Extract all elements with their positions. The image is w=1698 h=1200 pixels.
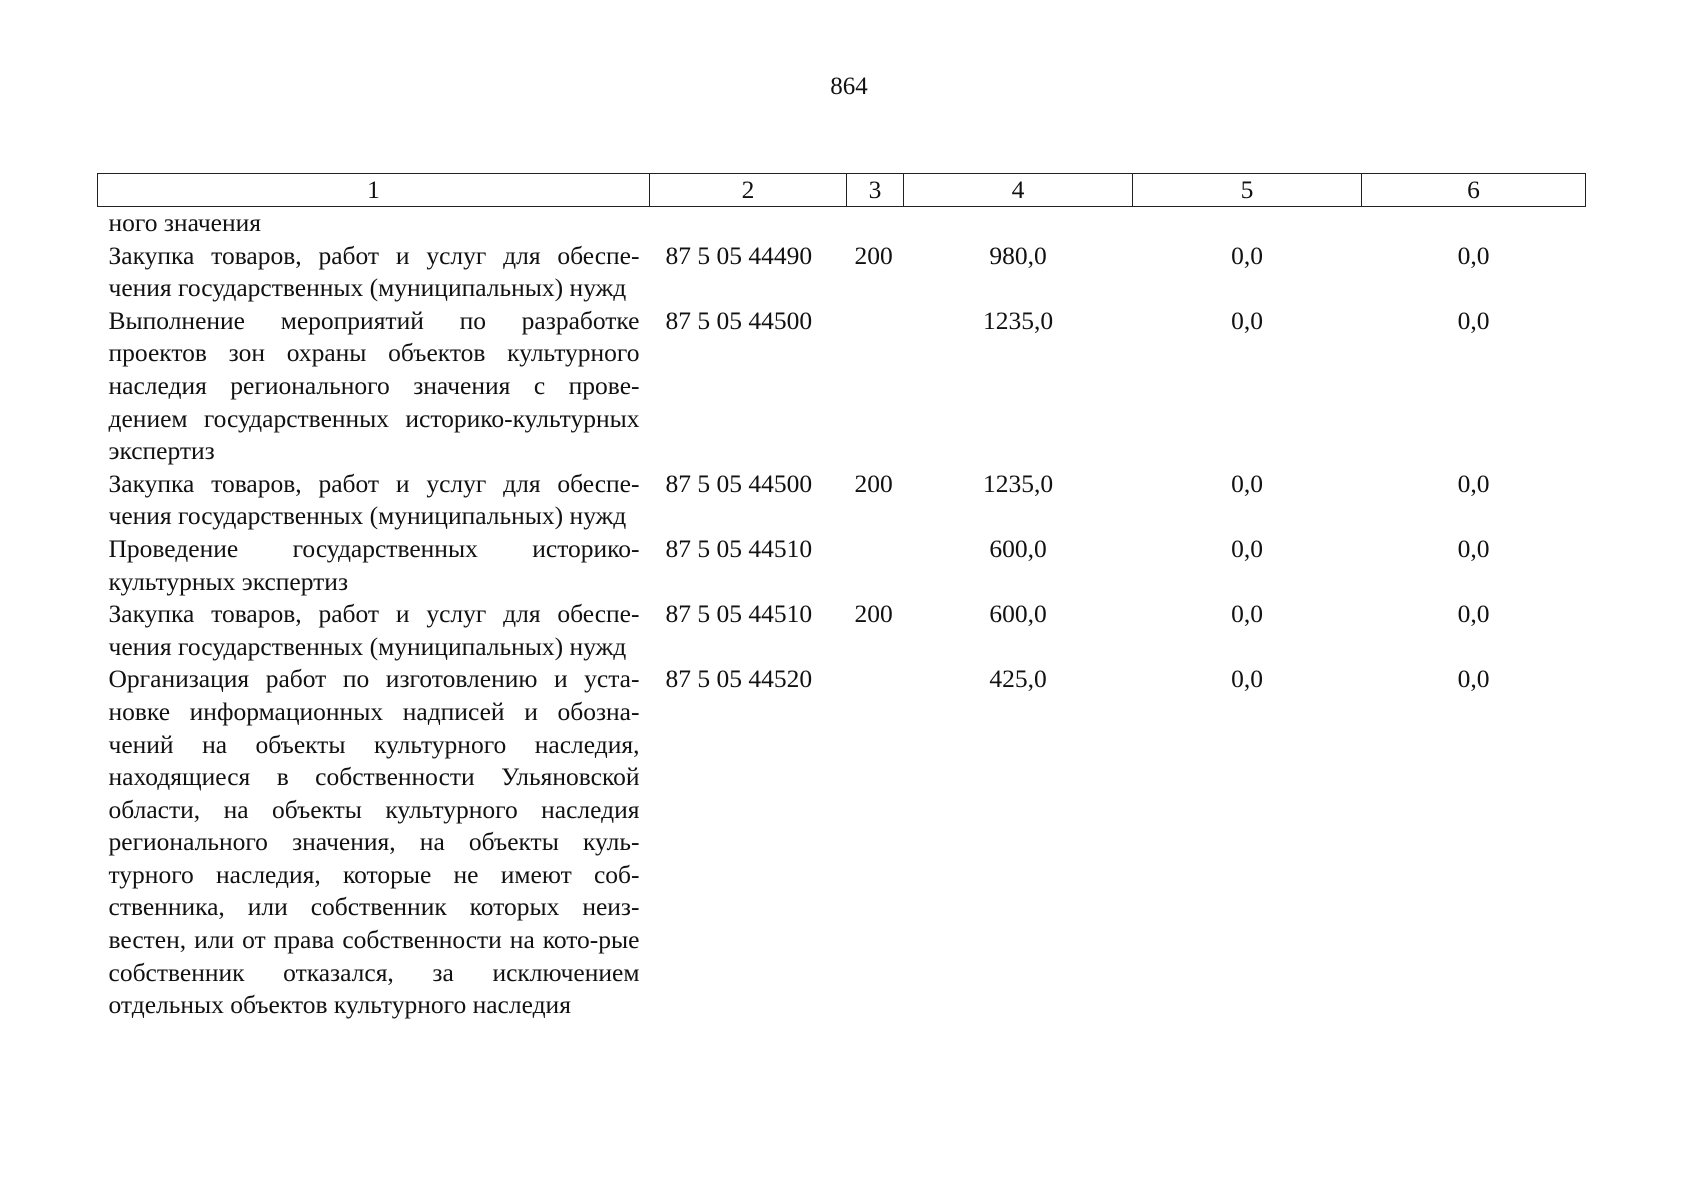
expense-type-cell [847, 207, 904, 240]
amount-col4-cell: 1235,0 [982, 305, 1054, 335]
table-row [98, 598, 1586, 663]
amount-col6-cell: 0,0 [1457, 240, 1490, 270]
target-article-code-cell: 87 5 05 44510 [665, 533, 813, 563]
column-header-4: 4 [904, 174, 1133, 207]
table-header [98, 174, 1586, 207]
amount-col4-cell: 600,0 [989, 533, 1047, 563]
column-header-3: 3 [847, 174, 904, 207]
table-row [98, 240, 1586, 305]
target-article-code-cell [650, 207, 847, 240]
amount-col5-cell: 0,0 [1231, 664, 1263, 694]
target-article-code-cell: 87 5 05 44490 [665, 240, 813, 270]
table-body [98, 207, 1586, 1022]
table-row [98, 207, 1586, 240]
budget-table-container [97, 173, 1585, 1022]
column-header-5: 5 [1133, 174, 1362, 207]
target-article-code-cell: 87 5 05 44510 [665, 599, 813, 629]
amount-col5-cell: 0,0 [1231, 599, 1263, 629]
amount-col6-cell [1362, 207, 1586, 240]
row-name-cell: Закупка товаров, работ и услуг для обеспе-чения государственных (муниципальных) нужд [108, 468, 640, 531]
expense-type-cell: 200 [854, 599, 893, 629]
amount-col4-cell [904, 207, 1133, 240]
budget-table [97, 173, 1586, 1022]
amount-col4-cell: 1235,0 [982, 468, 1054, 498]
amount-col6-cell: 0,0 [1457, 305, 1490, 335]
amount-col6-cell: 0,0 [1457, 468, 1490, 498]
amount-col6-cell: 0,0 [1457, 533, 1490, 563]
row-name-cell: Проведение государственных историко-культурных экспертиз [108, 533, 640, 596]
amount-col4-cell: 600,0 [989, 599, 1047, 629]
row-name-cell: Закупка товаров, работ и услуг для обеспе-чения государственных (муниципальных) нужд [108, 240, 640, 303]
column-header-1: 1 [98, 174, 650, 207]
expense-type-cell [847, 663, 904, 1022]
table-row [98, 663, 1586, 1022]
expense-type-cell: 200 [854, 468, 893, 498]
target-article-code-cell: 87 5 05 44520 [665, 664, 813, 694]
expense-type-cell [847, 533, 904, 598]
amount-col5-cell: 0,0 [1231, 305, 1263, 335]
header-row [98, 174, 1586, 207]
table-row [98, 533, 1586, 598]
expense-type-cell: 200 [854, 240, 893, 270]
amount-col6-cell: 0,0 [1457, 664, 1490, 694]
expense-type-cell [847, 305, 904, 468]
row-name-cell: Организация работ по изготовлению и уста-новке информационных надписей и обозна-чений на объекты культурного наследия, находящиеся в собственности Ульяновской области, на объекты культурного наследия регионального значения, на объекты куль-турного наследия, которые не имеют соб-ственника, или собственник которых неиз-вестен, или от права собственности на кото-рые собственник отказался, за исключением отдельных объектов культурного наследия [108, 664, 640, 1020]
page-number: 864 [830, 73, 868, 100]
amount-col5-cell: 0,0 [1231, 533, 1263, 563]
amount-col5-cell: 0,0 [1231, 240, 1263, 270]
amount-col5-cell [1133, 207, 1362, 240]
row-name-cell: Закупка товаров, работ и услуг для обеспе-чения государственных (муниципальных) нужд [108, 599, 640, 661]
row-name-cell: Выполнение мероприятий по разработке проектов зон охраны объектов культурного наследия регионального значения с прове-дением государственных историко-культурных экспертиз [108, 305, 640, 466]
target-article-code-cell: 87 5 05 44500 [665, 468, 813, 498]
column-header-6: 6 [1362, 174, 1586, 207]
table-row [98, 305, 1586, 468]
column-header-2: 2 [650, 174, 847, 207]
amount-col4-cell: 425,0 [989, 664, 1047, 694]
amount-col5-cell: 0,0 [1231, 468, 1263, 498]
amount-col6-cell: 0,0 [1457, 599, 1490, 629]
row-name-cell: ного значения [108, 208, 262, 237]
table-row [98, 468, 1586, 533]
amount-col4-cell: 980,0 [989, 240, 1047, 270]
target-article-code-cell: 87 5 05 44500 [665, 305, 813, 335]
